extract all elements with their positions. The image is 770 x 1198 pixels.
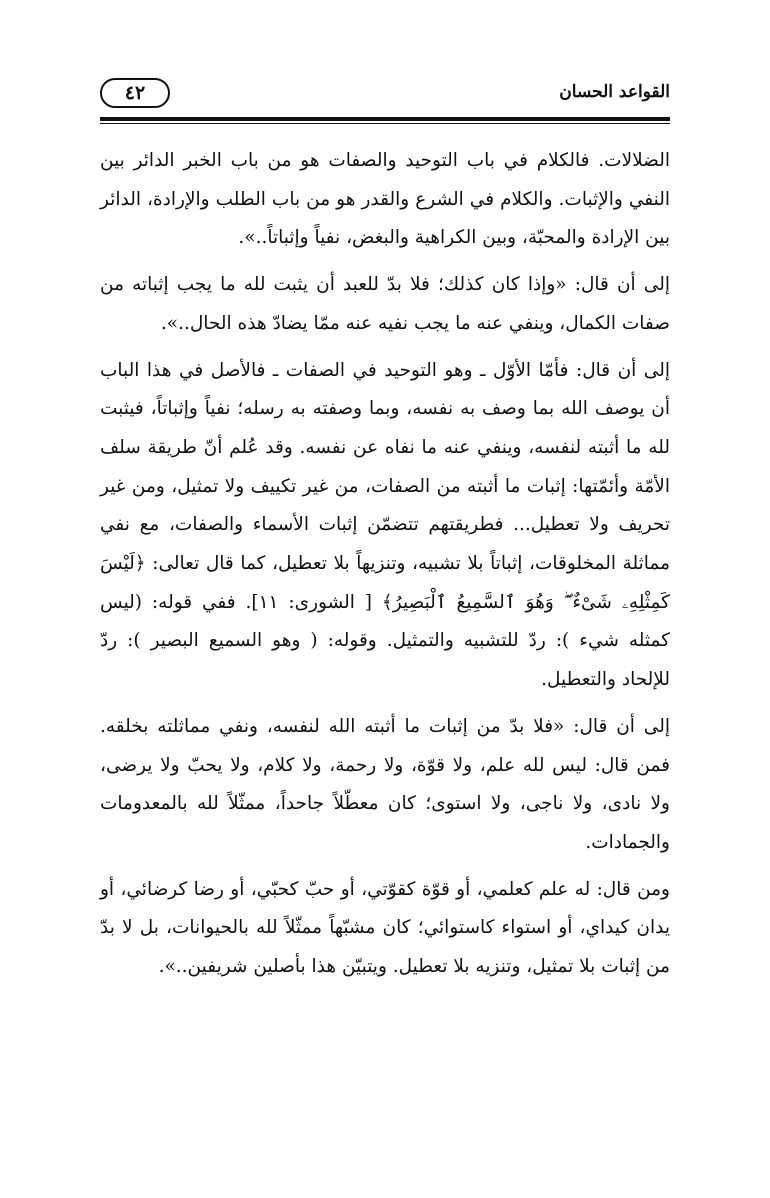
paragraph-3: إلى أن قال: فأمّا الأوّل ـ وهو التوحيد في الصفات ـ فالأصل في هذا الباب أن يوصف الله بما وصف به نفسه، وبما وصفته به رسله؛ نفياً وإثباتاً، فيثبت لله ما أثبته لنفسه، وينفي عنه ما نفاه عن نفسه. وقد عُلم أنّ طريقة سلف الأمّة وأئمّتها: إثبات ما أثبته من الصفات، من غير تكييف ولا تمثيل، ومن غير تحريف ولا تعطيل... فطريقتهم تتضمّن إثبات الأسماء والصفات، مع نفي مماثلة المخلوقات، إثباتاً بلا تشبيه، وتنزيهاً بلا تعطيل، كما قال تعالى: ﴿لَيْسَ كَمِثْلِهِۦ شَىْءٌ ۖ وَهُوَ ٱلسَّمِيعُ ٱلْبَصِيرُ﴾ [ الشورى: ١١]. ففي قوله: (ليس كمثله شيء ): ردّ للتشبيه والتمثيل. وقوله: ( وهو السميع البصير ): ردّ للإلحاد والتعطيل. <box>100 359 670 691</box>
page-number: ٤٢ <box>100 78 170 108</box>
page-header <box>100 78 670 118</box>
paragraph-2: إلى أن قال: «وإذا كان كذلك؛ فلا بدّ للعبد أن يثبت لله ما يجب إثباته من صفات الكمال، وينفي عنه ما يجب نفيه عنه ممّا يضادّ هذه الحال..». <box>100 274 670 334</box>
paragraph-5: ومن قال: له علم كعلمي، أو قوّة كقوّتي، أو حبّ كحبّي، أو رضا كرضائي، أو يدان كيداي، أو استواء كاستوائي؛ كان مشبّهاً ممثّلاً لله بالحيوانات، بل لا بدّ من إثبات بلا تمثيل، وتنزيه بلا تعطيل. ويتبيّن هذا بأصلين شريفين..». <box>100 878 670 978</box>
header-rule-thick <box>100 117 670 121</box>
header-rule-thin <box>100 123 670 124</box>
running-title: القواعد الحسان <box>559 82 670 102</box>
paragraph-1: الضلالات. فالكلام في باب التوحيد والصفات هو من باب الخبر الدائر بين النفي والإثبات. والكلام في الشرع والقدر هو من باب الطلب والإرادة، الدائر بين الإرادة والمحبّة، وبين الكراهية والبغض، نفياً وإثباتاً..». <box>100 150 670 249</box>
paragraph-4: إلى أن قال: «فلا بدّ من إثبات ما أثبته الله لنفسه، ونفي مماثلته بخلقه. فمن قال: ليس لله علم، ولا قوّة، ولا رحمة، ولا كلام، ولا يحبّ ولا يرضى، ولا نادى، ولا ناجى، ولا استوى؛ كان معطّلاً جاحداً، ممثّلاً لله بالمعدومات والجمادات. <box>100 715 670 853</box>
body-text <box>100 142 670 987</box>
